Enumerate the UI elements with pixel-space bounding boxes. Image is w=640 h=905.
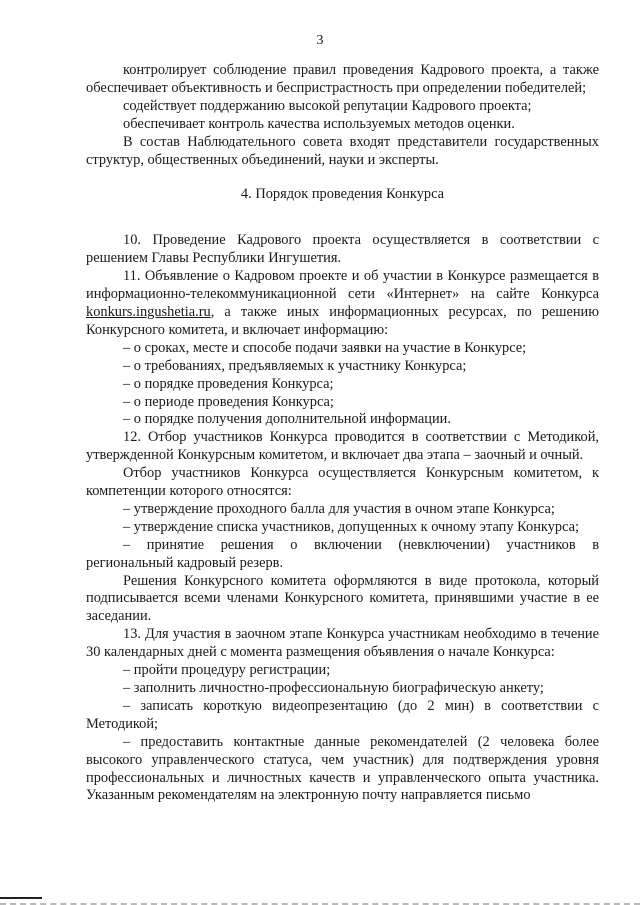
list-item: – о порядке проведения Конкурса;: [123, 375, 334, 392]
document-body: [86, 62, 599, 805]
website-link[interactable]: konkurs.ingushetia.ru: [86, 303, 211, 320]
paragraph: контролирует соблюдение правил проведения Кадрового проекта, а также обеспечивает объективность и беспристрастность при определении победителей;: [86, 62, 599, 96]
paragraph: Решения Конкурсного комитета оформляются в виде протокола, который подписывается всеми членами Конкурсного комитета, принявшими участие в ее заседании.: [86, 572, 599, 625]
paragraph-12: 12. Отбор участников Конкурса проводится в соответствии с Методикой, утвержденной Конкурсным комитетом, и включает два этапа – заочный и очный.: [86, 429, 599, 464]
list-item: – о сроках, месте и способе подачи заявки на участие в Конкурсе;: [123, 339, 527, 356]
paragraph: содействует поддержанию высокой репутации Кадрового проекта;: [123, 97, 532, 114]
page-bottom-edge: [0, 897, 640, 905]
paragraph-13: 13. Для участия в заочном этапе Конкурса участникам необходимо в течение 30 календарных дней с момента размещения объявления о начале Конкурса:: [86, 626, 599, 661]
section-heading: 4. Порядок проведения Конкурса: [240, 186, 445, 203]
list-item: – утверждение списка участников, допущенных к очному этапу Конкурса;: [123, 518, 580, 535]
paragraph: Отбор участников Конкурса осуществляется Конкурсным комитетом, к компетенции которого относятся:: [86, 465, 599, 500]
list-item: – предоставить контактные данные рекомендателей (2 человека более высокого управленческого статуса, чем участник) для подтверждения уровня профессиональных и личностных качеств и управленческого опыта участника. Указанным рекомендателям на электронную почту направляется письмо: [86, 733, 599, 804]
list-item: – о периоде проведения Конкурса;: [123, 393, 334, 410]
paragraph-11: [86, 268, 599, 340]
list-item: – пройти процедуру регистрации;: [123, 662, 331, 679]
paragraph-11-text-end: , а также иных информационных ресурсах, по решению Конкурсного комитета, и включает информацию:: [86, 303, 599, 338]
list-item: – о требованиях, предъявляемых к участнику Конкурса;: [123, 357, 467, 374]
list-item: – заполнить личностно-профессиональную биографическую анкету;: [123, 680, 544, 696]
page-number: 3: [316, 33, 324, 48]
list-item: – о порядке получения дополнительной информации.: [123, 411, 451, 428]
paragraph: обеспечивает контроль качества используемых методов оценки.: [123, 115, 515, 132]
list-item: – принятие решения о включении (невключении) участников в региональный кадровый резерв.: [86, 536, 599, 571]
paragraph-11-text-start: 11. Объявление о Кадровом проекте и об участии в Конкурсе размещается в информационно-телекоммуникационной сети «Интернет» на сайте Конкурса: [86, 268, 599, 303]
list-item: – утверждение проходного балла для участия в очном этапе Конкурса;: [123, 500, 555, 517]
list-item: – записать короткую видеопрезентацию (до 2 мин) в соответствии с Методикой;: [86, 697, 599, 732]
paragraph: В состав Наблюдательного совета входят представители государственных структур, общественных объединений, науки и эксперты.: [86, 133, 599, 168]
paragraph-10: 10. Проведение Кадрового проекта осуществляется в соответствии с решением Главы Республики Ингушетия.: [86, 232, 599, 267]
